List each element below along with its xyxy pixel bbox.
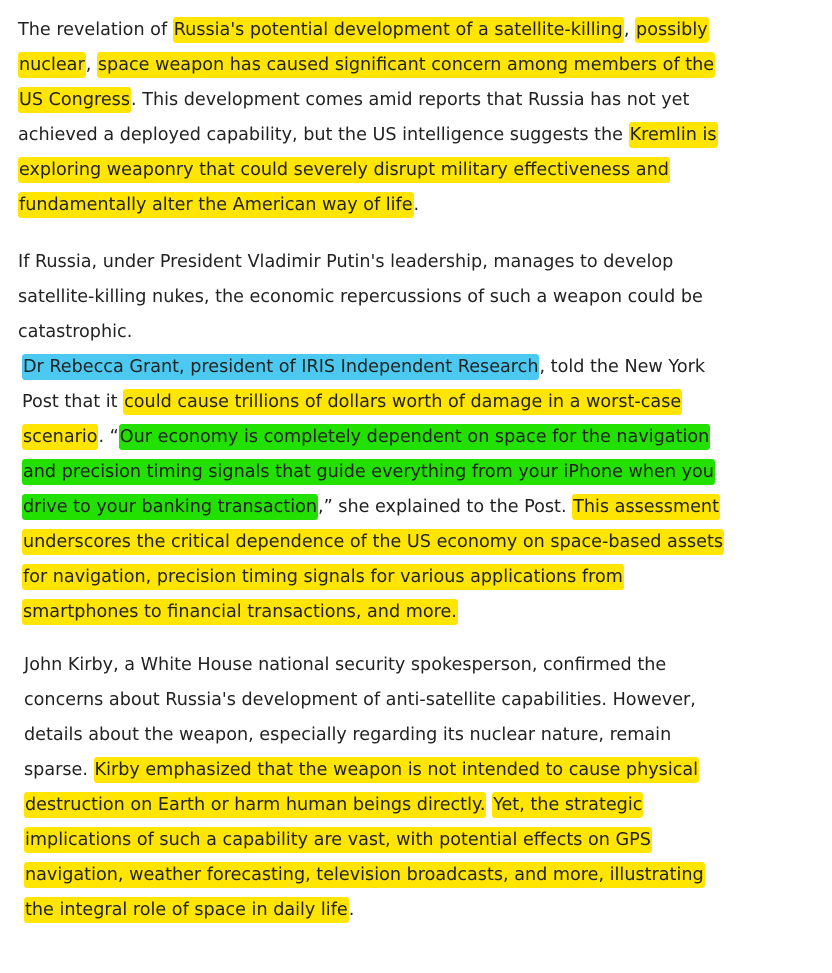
- text-segment: sparse.: [24, 760, 94, 780]
- text-segment: Post that it: [22, 392, 124, 412]
- yellow-highlight: underscores the critical dependence of the US economy on space-based assets: [22, 529, 724, 555]
- yellow-highlight: navigation, weather forecasting, television broadcasts, and more, illustrating: [24, 862, 705, 888]
- text-line: [22, 595, 724, 630]
- text-line: [24, 683, 705, 718]
- text-line: [18, 13, 718, 48]
- text-segment: If Russia, under President Vladimir Putin's leadership, manages to develop: [18, 252, 674, 272]
- yellow-highlight: smartphones to financial transactions, and more.: [22, 599, 458, 625]
- paragraph: [22, 350, 724, 630]
- text-line: [22, 420, 724, 455]
- yellow-highlight: Kirby emphasized that the weapon is not intended to cause physical: [94, 757, 700, 783]
- text-line: [18, 153, 718, 188]
- text-line: [18, 280, 703, 315]
- yellow-highlight: Kremlin is: [629, 122, 718, 148]
- yellow-highlight: nuclear: [18, 52, 86, 78]
- text-line: [22, 525, 724, 560]
- yellow-highlight: Yet, the strategic: [492, 792, 643, 818]
- text-segment: ,: [623, 20, 636, 40]
- green-highlight: Our economy is completely dependent on space for the navigation: [119, 424, 710, 450]
- text-line: [18, 118, 718, 153]
- text-line: [22, 560, 724, 595]
- text-segment: details about the weapon, especially regarding its nuclear nature, remain: [24, 725, 672, 745]
- green-highlight: and precision timing signals that guide everything from your iPhone when you: [22, 459, 715, 485]
- text-segment: achieved a deployed capability, but the US intelligence suggests the: [18, 125, 629, 145]
- text-line: [22, 350, 724, 385]
- text-line: [24, 648, 705, 683]
- text-segment: , told the New York: [539, 357, 706, 377]
- yellow-highlight: This assessment: [572, 494, 720, 520]
- text-line: [18, 245, 703, 280]
- yellow-highlight: the integral role of space in daily life: [24, 897, 349, 923]
- text-segment: .: [413, 195, 420, 215]
- text-line: [24, 893, 705, 928]
- text-line: [24, 718, 705, 753]
- text-segment: .: [348, 900, 355, 920]
- text-segment: catastrophic.: [18, 322, 133, 342]
- text-line: [22, 490, 724, 525]
- text-line: [22, 385, 724, 420]
- text-segment: . “: [98, 427, 119, 447]
- yellow-highlight: possibly: [635, 17, 709, 43]
- yellow-highlight: fundamentally alter the American way of life: [18, 192, 414, 218]
- yellow-highlight: scenario: [22, 424, 98, 450]
- yellow-highlight: destruction on Earth or harm human beings directly.: [24, 792, 486, 818]
- yellow-highlight: space weapon has caused significant concern among members of the: [97, 52, 715, 78]
- green-highlight: drive to your banking transaction: [22, 494, 318, 520]
- yellow-highlight: could cause trillions of dollars worth of damage in a worst-case: [123, 389, 682, 415]
- text-line: [18, 188, 718, 223]
- text-segment: ,” she explained to the Post.: [318, 497, 573, 517]
- text-line: [18, 315, 703, 350]
- text-segment: satellite-killing nukes, the economic repercussions of such a weapon could be: [18, 287, 703, 307]
- yellow-highlight: for navigation, precision timing signals for various applications from: [22, 564, 624, 590]
- yellow-highlight: US Congress: [18, 87, 131, 113]
- paragraph: [18, 13, 718, 223]
- yellow-highlight: implications of such a capability are vast, with potential effects on GPS: [24, 827, 652, 853]
- text-line: [22, 455, 724, 490]
- text-segment: . This development comes amid reports that Russia has not yet: [131, 90, 690, 110]
- yellow-highlight: exploring weaponry that could severely disrupt military effectiveness and: [18, 157, 670, 183]
- text-segment: concerns about Russia's development of anti-satellite capabilities. However,: [24, 690, 696, 710]
- paragraph: [24, 648, 705, 928]
- paragraph: [18, 245, 703, 350]
- text-segment: John Kirby, a White House national security spokesperson, confirmed the: [24, 655, 667, 675]
- text-line: [24, 858, 705, 893]
- yellow-highlight: Russia's potential development of a satellite-killing: [173, 17, 624, 43]
- text-line: [18, 48, 718, 83]
- blue-highlight: Dr Rebecca Grant, president of IRIS Independent Research: [22, 354, 539, 380]
- text-line: [18, 83, 718, 118]
- text-segment: ,: [85, 55, 97, 75]
- text-line: [24, 823, 705, 858]
- text-segment: The revelation of: [18, 20, 173, 40]
- text-line: [24, 788, 705, 823]
- text-line: [24, 753, 705, 788]
